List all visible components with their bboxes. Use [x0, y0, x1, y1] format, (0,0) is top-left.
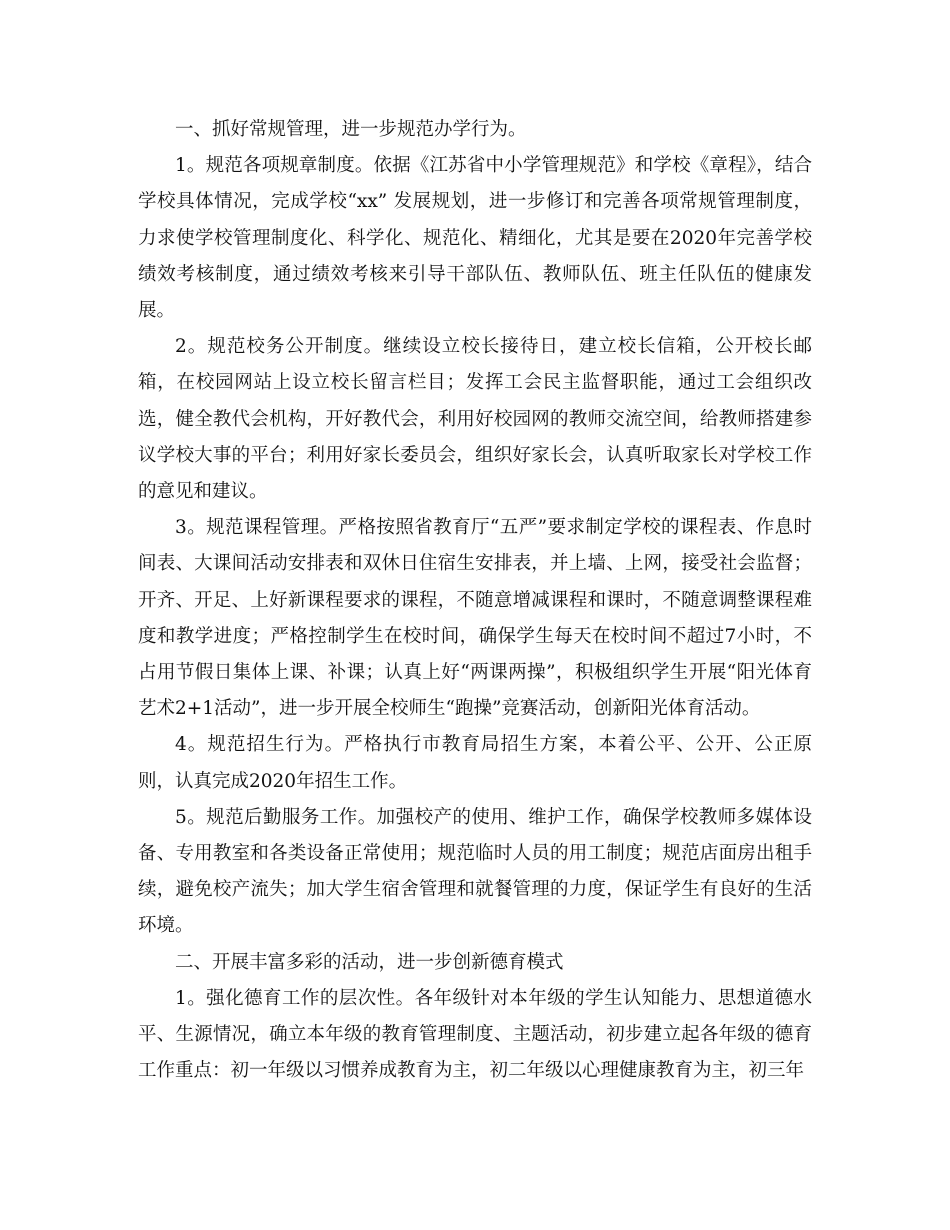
paragraph-2-1: 1。强化德育工作的层次性。各年级针对本年级的学生认知能力、思想道德水平、生源情况，确立本年级的教育管理制度、主题活动，初步建立起各年级的德育工作重点：初一年级以习惯养成教育为主，初二年级以心理健康教育为主，初三年: [138, 987, 812, 1082]
document-body: [138, 112, 812, 1089]
paragraph-1-4: 4。规范招生行为。严格执行市教育局招生方案，本着公平、公开、公正原则，认真完成2020年招生工作。: [138, 734, 812, 792]
paragraph-1-2: 2。规范校务公开制度。继续设立校长接待日，建立校长信箱，公开校长邮箱，在校园网站上设立校长留言栏目；发挥工会民主监督职能，通过工会组织改选，健全教代会机构，开好教代会，利用好校园网的教师交流空间，给教师搭建参议学校大事的平台；利用好家长委员会，组织好家长会，认真听取家长对学校工作的意见和建议。: [138, 336, 812, 503]
section-heading-2: 二、开展丰富多彩的活动，进一步创新德育模式: [175, 951, 564, 973]
section-heading-1: 一、抓好常规管理，进一步规范办学行为。: [175, 119, 527, 140]
paragraph-1-3: 3。规范课程管理。严格按照省教育厅“五严”要求制定学校的课程表、作息时间表、大课间活动安排表和双休日住宿生安排表，并上墙、上网，接受社会监督；开齐、开足、上好新课程要求的课程，不随意增减课程和课时，不随意调整课程难度和教学进度；严格控制学生在校时间，确保学生每天在校时间不超过7小时，不占用节假日集体上课、补课；认真上好“两课两操”，积极组织学生开展“阳光体育艺术2+1活动”，进一步开展全校师生“跑操”竞赛活动，创新阳光体育活动。: [138, 517, 812, 720]
paragraph-1-5: 5。规范后勤服务工作。加强校产的使用、维护工作，确保学校教师多媒体设备、专用教室和各类设备正常使用；规范临时人员的用工制度；规范店面房出租手续，避免校产流失；加大学生宿舍管理和就餐管理的力度，保证学生有良好的生活环境。: [138, 806, 812, 937]
paragraph-1-1: 1。规范各项规章制度。依据《江苏省中小学管理规范》和学校《章程》，结合学校具体情况，完成学校“xx” 发展规划，进一步修订和完善各项常规管理制度，力求使学校管理制度化、科学化、规范化、精细化，尤其是要在2020年完善学校绩效考核制度，通过绩效考核来引导干部队伍、教师队伍、班主任队伍的健康发展。: [138, 155, 812, 322]
